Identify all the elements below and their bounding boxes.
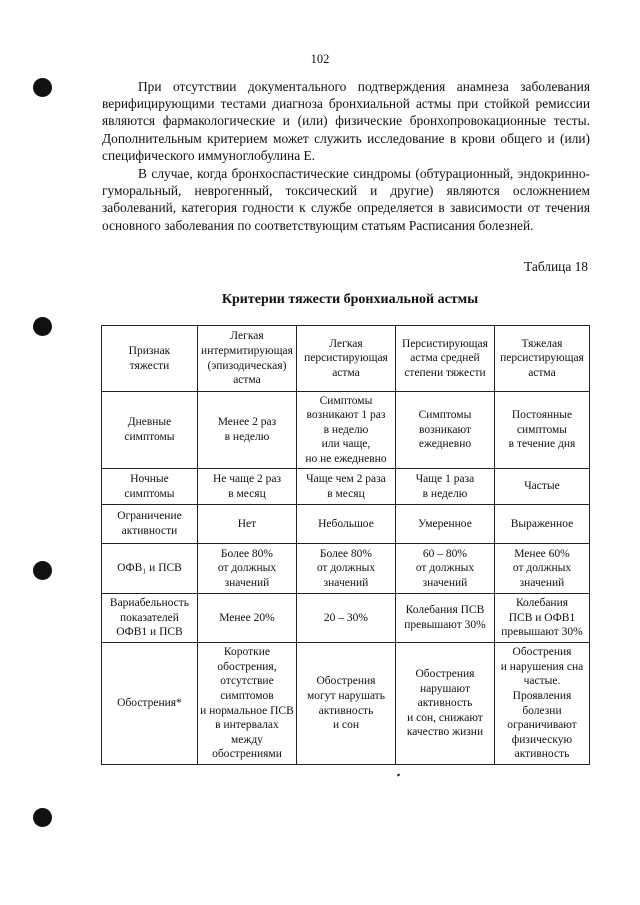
table-row	[102, 544, 590, 594]
table-cell: Постоянные симптомы в течение дня	[494, 392, 589, 469]
table-cell: Нет	[197, 505, 296, 544]
table-cell: Симптомы возникают ежедневно	[395, 392, 494, 469]
table-cell: 60 – 80% от должных значений	[395, 544, 494, 594]
table-cell: Обострения*	[102, 643, 198, 765]
table-cell: Колебания ПСВ превышают 30%	[395, 594, 494, 643]
table-cell: Частые	[494, 469, 589, 505]
table-cell: Чаще 1 раза в неделю	[395, 469, 494, 505]
table-cell: Колебания ПСВ и ОФВ1 превышают 30%	[494, 594, 589, 643]
table-row	[102, 392, 590, 469]
table-label: Таблица 18	[524, 259, 588, 274]
page-number: 102	[310, 52, 330, 66]
table-cell: Более 80% от должных значений	[197, 544, 296, 594]
table-cell: Менее 2 раз в неделю	[197, 392, 296, 469]
table-cell: Короткие обострения, отсутствие симптомов и нормальное ПСВ в интервалах между обострениями	[197, 643, 296, 765]
header-cell: Легкая интермитирующая (эпизодическая) астма	[197, 326, 296, 392]
asthma-severity-table	[101, 325, 590, 765]
table-cell: Обострения и нарушения сна частые. Проявления болезни ограничивают физическую активность	[494, 643, 589, 765]
table-row	[102, 643, 590, 765]
table-cell: Ночные симптомы	[102, 469, 198, 505]
table-cell: Обострения нарушают активность и сон, снижают качество жизни	[395, 643, 494, 765]
table-cell: ОФВ₁ и ПСВ	[102, 544, 198, 594]
table-cell: Вариабельность показателей ОФВ1 и ПСВ	[102, 594, 198, 643]
header-cell: Легкая персистирующая астма	[296, 326, 395, 392]
header-cell: Тяжелая персистирующая астма	[494, 326, 589, 392]
table-cell: Не чаще 2 раз в месяц	[197, 469, 296, 505]
table-title: Критерии тяжести бронхиальной астмы	[221, 292, 479, 307]
table-cell: Ограничение активности	[102, 505, 198, 544]
punch-hole-3	[33, 561, 52, 580]
table-cell: Небольшое	[296, 505, 395, 544]
table-cell: Чаще чем 2 раза в месяц	[296, 469, 395, 505]
table-cell: Выраженное	[494, 505, 589, 544]
table-cell: Менее 60% от должных значений	[494, 544, 589, 594]
punch-hole-4	[33, 808, 52, 827]
paragraph-remission: При отсутствии документального подтверждения анамнеза заболевания верифицирующими тестами диагноза бронхиальной астмы при стойкой ремиссии являются фармакологические и (или) физические бронхопровокационные тесты. Дополнительным критерием может служить исследование в крови общего и (или) специфического иммуноглобулина Е.	[102, 79, 590, 163]
table-cell: Умеренное	[395, 505, 494, 544]
table-row	[102, 469, 590, 505]
header-cell: Признак тяжести	[102, 326, 198, 392]
table-header-row	[102, 326, 590, 392]
header-cell: Персистирующая астма средней степени тяжести	[395, 326, 494, 392]
table-cell: Обострения могут нарушать активность и сон	[296, 643, 395, 765]
table-cell: Менее 20%	[197, 594, 296, 643]
scan-speck	[397, 773, 401, 776]
table-row	[102, 594, 590, 643]
table-cell: 20 – 30%	[296, 594, 395, 643]
table-cell: Более 80% от должных значений	[296, 544, 395, 594]
table-row	[102, 505, 590, 544]
paragraph-bronchospastic: В случае, когда бронхоспастические синдромы (обтурационный, эндокринно-гуморальный, неврогенный, токсический и другие) являются осложнением заболеваний, категория годности к службе определяется в зависимости от течения основного заболевания по соответствующим статьям Расписания болезней.	[102, 166, 590, 233]
table-cell: Дневные симптомы	[102, 392, 198, 469]
punch-hole-2	[33, 317, 52, 336]
table-cell: Симптомы возникают 1 раз в неделю или чаще, но не ежедневно	[296, 392, 395, 469]
punch-hole-1	[33, 78, 52, 97]
